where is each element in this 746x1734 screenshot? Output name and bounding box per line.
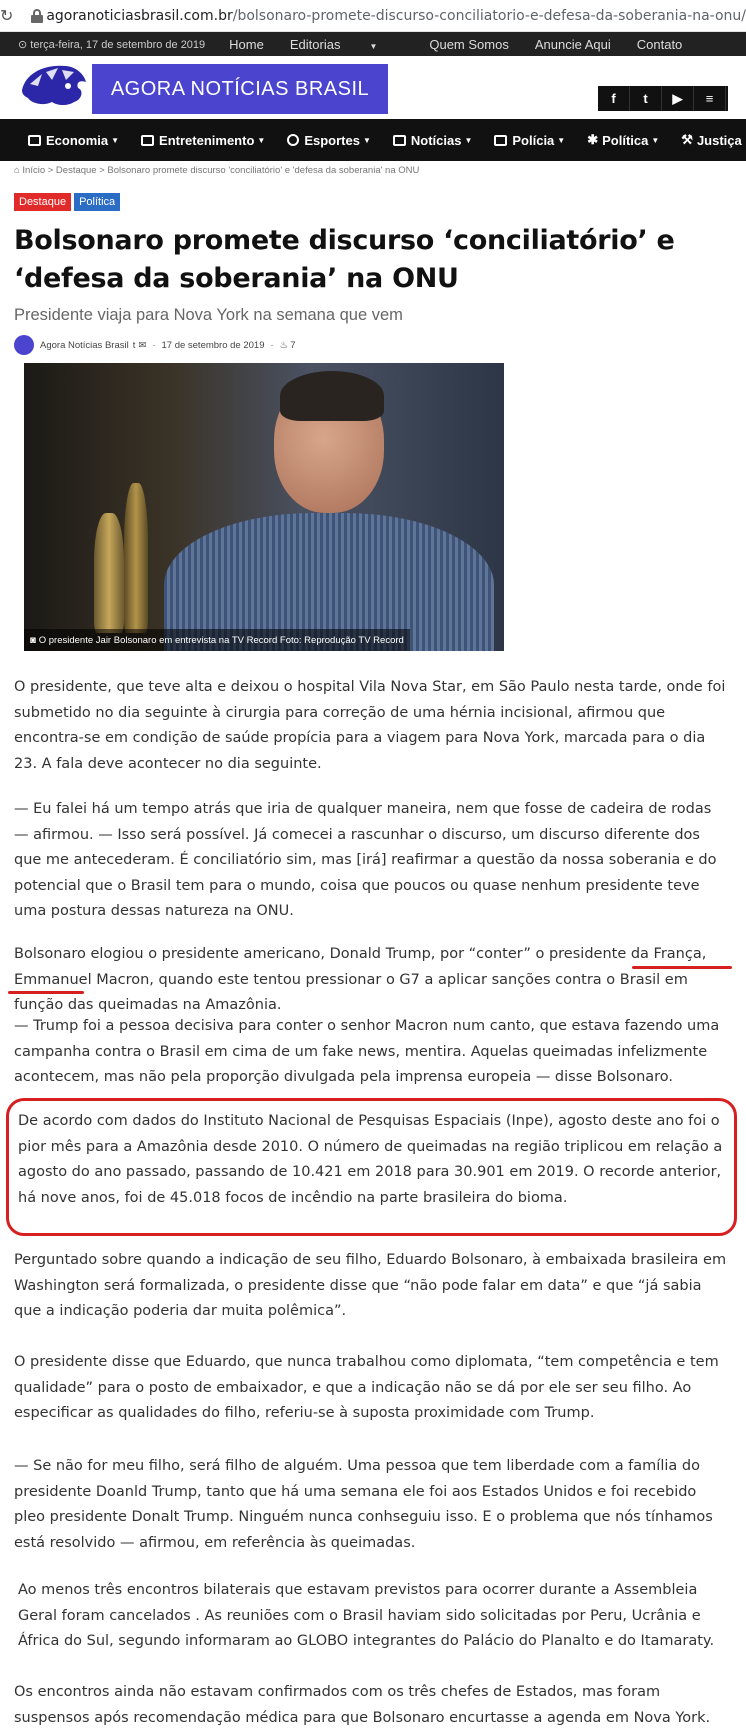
twitter-icon[interactable]: t (132, 339, 136, 351)
site-header (0, 56, 746, 116)
article-paragraph: O presidente, que teve alta e deixou o hospital Vila Nova Star, em São Paulo nesta tarde, onde foi submetido no dia seguinte à cirurgia para correção de uma hérnia incisional, afirmou que encontra-se em condição de saúde propícia para a viagem para Nova York, marcada para o dia 23. A fala deve acontecer no dia seguinte. (14, 679, 726, 772)
nav-item-noticias[interactable] (393, 133, 473, 148)
nav-item-entretenimento[interactable] (141, 133, 265, 148)
url-text[interactable] (46, 8, 746, 24)
facebook-icon[interactable]: f (598, 86, 630, 111)
breadcrumb (14, 165, 419, 176)
top-nav-contato[interactable]: Contato (636, 36, 683, 52)
nav-item-policia[interactable] (494, 133, 565, 148)
browser-address-bar[interactable] (0, 0, 746, 32)
gavel-icon: ⚒ (681, 132, 693, 147)
nav-item-label: Esportes (304, 132, 360, 148)
tag-destaque[interactable]: Destaque (14, 193, 71, 211)
top-nav-editorias[interactable] (290, 37, 404, 52)
article-paragraph: Perguntado sobre quando a indicação de seu filho, Eduardo Bolsonaro, à embaixada brasileira em Washington será formalizada, o presidente disse que “não pode falar em data” e que “já sabia que a indicação poderia dar muita polêmica”. (14, 1252, 727, 1319)
nav-item-esportes[interactable] (287, 133, 371, 148)
article-subtitle: Presidente viaja para Nova York na semana que vem (14, 306, 403, 324)
article-paragraph: Bolsonaro elogiou o presidente americano, Donald Trump, por “conter” o presidente da França, Emmanuel Macron, quando este tentou pressionar o G7 a aplicar sanções contra o Brasil em função das queimadas na Amazônia. (14, 946, 707, 1013)
site-logo-banner[interactable]: AGORA NOTÍCIAS BRASIL (92, 64, 388, 114)
nav-item-label: Economia (46, 132, 109, 148)
main-nav (0, 119, 746, 161)
video-camera-icon (141, 135, 154, 146)
annotation-highlight-box (6, 1098, 737, 1236)
camera-icon: ◙ (30, 634, 36, 646)
nav-item-justica[interactable] (681, 132, 741, 148)
nav-item-label: Entretenimento (159, 132, 255, 148)
view-count: 7 (290, 339, 296, 351)
photo-vase (124, 483, 148, 633)
flame-icon: ♨ (279, 339, 289, 351)
nav-item-label: Justiça (696, 132, 742, 148)
lock-icon[interactable] (31, 9, 34, 23)
top-bar (0, 32, 746, 56)
author-name[interactable]: Agora Notícias Brasil (40, 339, 129, 351)
article-title: Bolsonaro promete discurso ‘conciliatório’ e ‘defesa da soberania’ na ONU (14, 225, 675, 294)
url-host: agoranoticiasbrasil.com.br (46, 7, 233, 24)
meta-separator: - (270, 339, 274, 351)
chevron-down-icon: ▼ (651, 135, 660, 145)
tag-politica[interactable]: Política (74, 193, 120, 211)
article-paragraph: — Eu falei há um tempo atrás que iria de qualquer maneira, nem que fosse de cadeira de rodas — afirmou. — Isso será possível. Já comecei a rascunhar o discurso, um discurso diferente dos que me antecederam. É conciliatório sim, mas [irá] reafirmar a questão da nossa soberania e do potencial que o Brasil tem para o mundo, coisa que poucos ou quase nenhum presidente teve uma postura dessas natureza na ONU. (14, 801, 717, 919)
menu-icon[interactable]: ≡ (694, 86, 726, 111)
article-paragraph-highlighted: De acordo com dados do Instituto Nacional de Pesquisas Espaciais (Inpe), agosto deste ano foi o pior mês para a Amazônia desde 2010. O número de queimadas na região triplicou em relação a agosto do ano passado, passando de 10.421 em 2018 para 30.901 em 2019. O recorde anterior, há nove anos, foi de 45.018 focos de incêndio na parte brasileira do bioma. (18, 1113, 723, 1206)
annotation-underline (8, 991, 84, 994)
url-path: /bolsonaro-promete-discurso-conciliatorio-e-defesa-da-soberania-na-onu/ (232, 7, 746, 24)
chevron-down-icon: ▼ (257, 135, 266, 145)
photo-caption-text: O presidente Jair Bolsonaro em entrevista na TV Record Foto: Reprodução TV Record (38, 634, 404, 646)
category-tags (14, 193, 123, 211)
reload-icon[interactable]: ↻ (0, 5, 14, 25)
chevron-down-icon: ▼ (557, 135, 566, 145)
article-paragraph: Ao menos três encontros bilaterais que estavam previstos para ocorrer durante a Assembleia Geral foram cancelados . As reuniões com o Brasil haviam sido solicitadas por Peru, Ucrânia e África do Sul, segundo informaram ao GLOBO integrantes do Palácio do Planalto e do Itamaraty. (18, 1582, 715, 1649)
top-nav-editorias-label: Editorias (289, 36, 341, 52)
mail-icon[interactable]: ✉ (138, 339, 147, 351)
chevron-down-icon: ▼ (111, 135, 120, 145)
article-paragraph: — Se não for meu filho, será filho de alguém. Uma pessoa que tem liberdade com a família do presidente Doanld Trump, tanto que há uma semana ele foi aos Estados Unidos e foi recebido pleo presidente Donalt Trump. Ninguém nunca conhseguiu isso. E o problema que nós tínhamos está resolvido — afirmou, em referência às queimadas. (14, 1458, 713, 1551)
top-nav-quem-somos[interactable]: Quem Somos (429, 36, 509, 52)
money-icon (28, 135, 41, 146)
article-paragraph: O presidente disse que Eduardo, que nunca trabalhou como diplomata, “tem competência e tem qualidade” para o posto de embaixador, e que a indicação não se dá por ele ser seu filho. Ao especificar as qualidades do filho, referiu-se à suposta proximidade com Trump. (14, 1354, 719, 1421)
asterisk-icon: ✱ (587, 132, 599, 147)
nav-item-label: Polícia (512, 132, 555, 148)
youtube-icon[interactable]: ▶ (662, 86, 694, 111)
lion-logo-icon[interactable] (18, 60, 90, 110)
article-paragraph: Os encontros ainda não estavam confirmados com os três chefes de Estados, mas foram suspensos após recomendação médica para que Bolsonaro encurtasse a agenda em Nova York. (14, 1684, 711, 1726)
top-nav (229, 37, 708, 52)
meta-separator: - (152, 339, 156, 351)
photo-vase (94, 513, 124, 633)
avatar[interactable] (14, 335, 34, 355)
date-text: terça-feira, 17 de setembro de 2019 (30, 38, 206, 51)
photo-caption (24, 629, 410, 651)
social-links (598, 86, 728, 111)
chevron-down-icon: ▼ (464, 135, 473, 145)
breadcrumb-text[interactable]: Início > Destaque > Bolsonaro promete discurso 'conciliatório' e 'defesa da soberania' na ONU (22, 165, 420, 176)
chevron-down-icon: ▼ (362, 135, 371, 145)
clock-icon: ⊙ (18, 38, 31, 51)
nav-item-economia[interactable] (28, 133, 119, 148)
nav-item-politica[interactable] (587, 132, 659, 148)
photo-person-hair (280, 371, 384, 421)
current-date (18, 38, 205, 51)
top-nav-anuncie-aqui[interactable]: Anuncie Aqui (534, 36, 611, 52)
police-car-icon (494, 135, 507, 146)
nav-item-label: Notícias (410, 132, 462, 148)
home-icon[interactable]: ⌂ (14, 165, 23, 176)
article-photo[interactable] (24, 363, 504, 651)
publish-date: 17 de setembro de 2019 (161, 339, 265, 351)
top-nav-home[interactable]: Home (229, 36, 264, 52)
article-paragraph: — Trump foi a pessoa decisiva para conter o senhor Macron num canto, que estava fazendo uma campanha contra o Brasil em cima de um fake news, mentira. Aquelas queimadas infelizmente acontecem, mas não pela proporção divulgada pela imprensa europeia — disse Bolsonaro. (14, 1018, 720, 1085)
chevron-down-icon: ▼ (369, 41, 378, 51)
twitter-icon[interactable]: t (630, 86, 662, 111)
soccer-ball-icon (287, 134, 299, 146)
newspaper-icon (393, 135, 406, 146)
article-meta (14, 335, 295, 355)
nav-item-label: Política (602, 132, 649, 148)
annotation-underline (632, 966, 732, 969)
